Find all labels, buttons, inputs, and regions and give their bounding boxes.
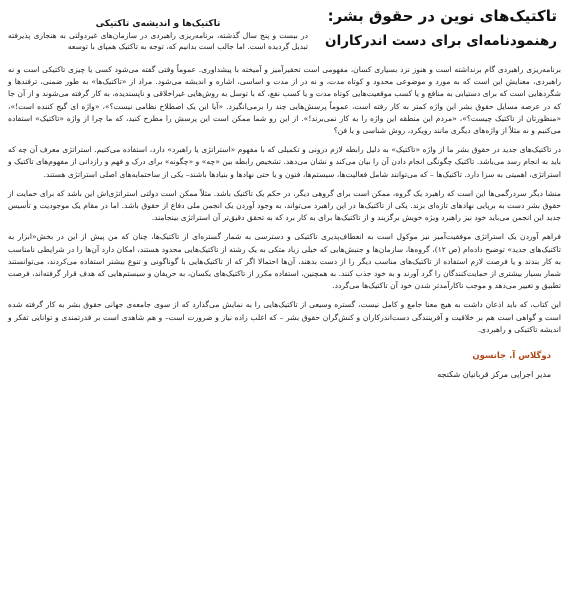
intro-paragraph: در بیست و پنج سال گذشته، برنامه‌ریزی راهبردی در سازمان‌های غیردولتی به هنجاری پذیرفته تبدیل گردیده است. اما جالب است بدانیم که، توجه به تاکتیک همپای با توسعه <box>8 31 308 51</box>
paragraph: فراهم آوردن یک استراتژی موفقیت‌آمیز نیز موکول است به انعطاف‌پذیری تاکتیکی و دسترسی به شمار گستره‌ای از تاکتیک‌ها، چنان که من پیش از این در بخش«ابزار به تاکتیک‌های جدید» توضیح داده‌ام (ص ۱۲)، گروه‌ها، سازمان‌ها و جنبش‌هایی که خیلی زیاد متکی به یک رشته از تاکتیک‌هایی محدود هستند، امکان دارد آن‌ها را در شرایطی نامناسب به کار بندند و یا فرصت لازم استفاده از تاکتیک‌های مناسب دیگر را از دست بدهند، آن‌ها احتمالا اگر که از تاکتیک‌هایی با گوناگونی و تنوع بیشتر استفاده می‌کردند، می‌توانستند شمار بسیار بیشتری از حمایت‌کنندگان را گرد آورند و به خود جذب کنند. به همچنین، استفاده مکرر از تاکتیک‌های یکسان، به حریفان و سیستم‌هایی که هدف قرار گرفته‌اند، فرصت تطبیق و تغییر می‌دهد و موجب ناکارآمدتر شدن خود آن تاکتیک‌ها می‌گردد. <box>8 232 561 291</box>
paragraph: در تاکتیک‌های جدید در حقوق بشر ما از واژه «تاکتیک» به دلیل رابطه لازم درونی و تکمیلی که با مفهوم «استراتژی یا راهبرد» دارد، استفاده می‌کنیم. استراتژی معرف آن چه که باید به انجام رسد می‌باشد. تاکتیک چگونگی انجام دادن آن را بیان می‌کند و نشان می‌دهد. تشخیص رابطه بین «چه» و «چگونه» برای درک و فهم و رازدانی از مفهوم‌های تاکتیک و استراتژی، اهمیتی به سزا دارد. تاکتیک‌ها – که می‌توانند شامل فعالیت‌ها، سیستم‌ها، فنون و یا حتی نهادها و بنیادها باشند– یکی از ساختمایه‌های اصلی استراتژی هستند. <box>8 145 561 179</box>
section-title: تاکتیک‌ها و اندیشه‌ی تاکتیکی <box>95 19 221 29</box>
paragraph: منشا دیگر سردرگمی‌ها این است که راهبرد یک گروه، ممکن است برای گروهی دیگر، در حکم یک تاکتیک باشد. مثلاً ممکن است دولتی استراتژی‌اش این باشد که برای حمایت از حقوق بشر دست به برپایی نهادهای تازه‌ای بزند. یکی از تاکتیک‌ها در این راهبرد می‌تواند، به وجود آوردن یک انجمن ملی دفاع از حقوق باشد. اما در مقام یک موجودیت و تأسیس جدید این انجمن می‌باید خود نیز راهبرد ویژه خویش برگزیند و از تاکتیک‌ها برای به کار برد که به تحقق دقیق‌تر آن استراتژی بینجامند. <box>8 188 561 223</box>
author-role: مدیر اجرایی مرکز قربانیان شکنجه <box>437 370 551 380</box>
signature-block <box>8 350 561 381</box>
intro-block <box>8 6 308 52</box>
paragraph: برنامه‌ریزی راهبردی گام برنداشته است و هنوز نزد بسیاری کسان، مفهومی است تحقیرآمیز و آمیخته با پیشداوری. عموماً وقتی گفته می‌شود کسی یا چیزی تاکتیکی است و نه راهبردی، معنایش این است که به مورد و موضوعی محدود و کوتاه مدت، و نه در از مدت و اساسی، اشاره و اندیشه می‌شود. مراد از «تاکتیک‌ها» به طور ضمنی، ترفندها و شگردهایی است که برای دستیابی به منافع و یا کسب موقعیت‌هایی کوتاه مدت و یا کسب نفع، که با توسل به روش‌هایی غیراخلاقی و ناپسندیده، به کار گرفته می‌شوند و از آن جا که در عرصه مسایل حقوق بشر این واژه کمتر به کار رفته است، عموماً پرسش‌هایی چند را برمی‌انگیزد. «آیا این یک اصطلاح نظامی نیست؟»، «واژه ای گیج کننده است!»، «منظورتان از تاکتیک چیست؟»، «مردم این منطقه این واژه را به کار نمی‌برند!». از این رو شما ممکن است این پرسش را مطرح کنید، که ما چرا از واژه «تاکتیک» استفاده می‌کنیم و نه مثلاً از واژه‌های دیگری مانند رویکرد، روش شناسی و یا فن؟ <box>8 65 561 136</box>
author-name: دوگلاس آ. جانسون <box>472 351 551 362</box>
body-text <box>8 64 561 336</box>
title-block <box>325 6 561 51</box>
header <box>8 6 561 64</box>
page-title: تاکتیک‌های نوین در حقوق بشر: <box>327 7 557 25</box>
paragraph: این کتاب، که باید اذعان داشت به هیچ معنا جامع و کامل نیست، گستره وسیعی از تاکتیک‌هایی را به نمایش می‌گذارد که از سوی جامعه‌ی جهانی حقوق بشر به کار گرفته شده است و گواهی است هم بر خلاقیت و آفرینندگی دست‌اندرکاران و کنش‌گران حقوق بشر – که اغلب زاده نیاز و ضرورت است– و هم شاهدی است بر قدرتمندی و توانایی تفکر و اندیشه تاکتیکی و راهبردی. <box>8 300 561 334</box>
page-subtitle: رهنمودنامه‌ای برای دست اندرکاران <box>325 33 557 49</box>
